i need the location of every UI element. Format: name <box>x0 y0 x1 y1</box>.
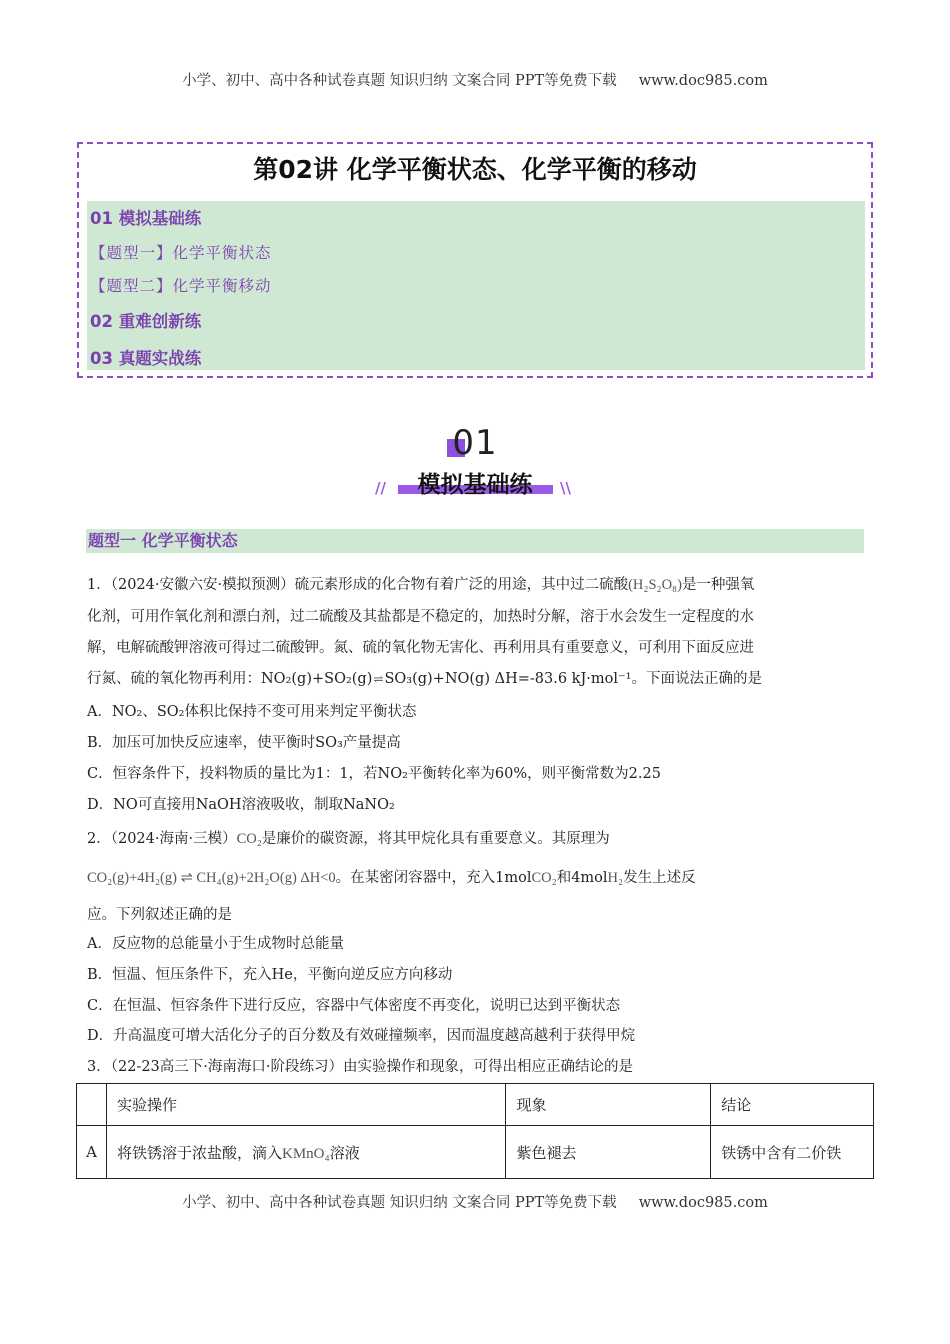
slash-right-decoration: \\ <box>560 479 571 497</box>
slash-left-decoration: // <box>375 479 386 497</box>
table-cell-conclusion: 铁锈中含有二价铁 <box>711 1126 874 1179</box>
q3-stem: 3．（22-23高三下·海南海口·阶段练习）由实验操作和现象，可得出相应正确结论的是 <box>87 1059 633 1075</box>
q2-line-1 <box>87 827 610 848</box>
q2-text: 是廉价的碳资源，将其甲烷化具有重要意义。其原理为 <box>261 831 610 847</box>
toc-list <box>87 201 865 370</box>
table-cell-text: 溶液 <box>329 1143 360 1162</box>
section-badge <box>370 425 580 500</box>
type-heading: 题型一 化学平衡状态 <box>86 529 864 553</box>
toc-item-02[interactable]: 02 重难创新练 <box>90 312 202 331</box>
table-header-cell: 现象 <box>506 1084 711 1126</box>
q2-formula-co2: CO₂ <box>236 831 262 847</box>
table-header-row <box>77 1084 874 1126</box>
table-cell-text: 将铁锈溶于浓盐酸，滴入 <box>116 1143 282 1162</box>
equilibrium-arrow-icon: ⇌ <box>373 672 384 686</box>
q1-text: 是一种强氧 <box>681 577 755 593</box>
q1-text: 1．（2024·安徽六安·模拟预测）硫元素形成的化合物有着广泛的用途，其中过二硫酸 <box>87 577 629 593</box>
toc-item-03[interactable]: 03 真题实战练 <box>90 349 202 368</box>
q1-formula-h2s2o8: (H₂S₂O₈) <box>628 577 682 593</box>
q2-formula-co2: CO₂ <box>531 870 557 886</box>
q1-option-b[interactable]: B．加压可加快反应速率，使平衡时SO₃产量提高 <box>87 735 401 751</box>
q2-reaction-formula: CO₂(g)+4H₂(g) ⇌ CH₄(g)+2H₂O(g) ΔH<0 <box>87 870 336 886</box>
section-number: 01 <box>452 423 498 463</box>
q2-line-2 <box>87 866 696 887</box>
toc-box <box>77 142 873 378</box>
q1-line-4 <box>87 667 762 688</box>
q2-option-a[interactable]: A．反应物的总能量小于生成物时总能量 <box>87 936 344 952</box>
header-banner-url[interactable]: www.doc985.com <box>638 73 768 89</box>
q1-line-2: 化剂，可用作氧化剂和漂白剂，过二硫酸及其盐都是不稳定的，加热时分解，溶于水会发生一定程度的水 <box>87 609 754 625</box>
q1-text: SO₃(g)+NO(g) ΔH=-83.6 kJ·mol⁻¹。下面说法正确的是 <box>384 671 762 687</box>
formula-kmno4: KMnO₄ <box>281 1145 330 1162</box>
table-cell-operation <box>106 1126 505 1179</box>
footer-banner-text: 小学、初中、高中各种试卷真题 知识归纳 文案合同 PPT等免费下载 <box>182 1195 617 1211</box>
q2-option-b[interactable]: B．恒温、恒压条件下，充入He，平衡向逆反应方向移动 <box>87 967 453 983</box>
q1-option-a[interactable]: A．NO₂、SO₂体积比保持不变可用来判定平衡状态 <box>87 704 417 720</box>
page-title: 第02讲 化学平衡状态、化学平衡的移动 <box>253 155 697 184</box>
q2-text: 。在某密闭容器中，充入1mol <box>335 870 532 886</box>
q3-table <box>76 1083 874 1179</box>
table-row <box>77 1126 874 1179</box>
table-header-cell <box>77 1084 107 1126</box>
q2-formula-h2: H₂ <box>607 870 624 886</box>
q2-text: 2．（2024·海南·三模） <box>87 831 237 847</box>
q2-text: 和4mol <box>556 870 608 886</box>
q2-text: 发生上述反 <box>623 870 696 886</box>
header-banner-text: 小学、初中、高中各种试卷真题 知识归纳 文案合同 PPT等免费下载 <box>182 73 617 89</box>
table-cell-phenomenon: 紫色褪去 <box>506 1126 711 1179</box>
footer-banner <box>0 1191 950 1212</box>
section-label: 模拟基础练 <box>417 472 533 498</box>
footer-banner-url[interactable]: www.doc985.com <box>638 1195 768 1211</box>
q1-option-d[interactable]: D．NO可直接用NaOH溶液吸收，制取NaNO₂ <box>87 797 395 813</box>
q1-line-3: 解，电解硫酸钾溶液可得过二硫酸钾。氮、硫的氧化物无害化、再利用具有重要意义，可利用下面反应进 <box>87 640 754 656</box>
table-header-cell: 实验操作 <box>106 1084 505 1126</box>
q2-option-d[interactable]: D．升高温度可增大活化分子的百分数及有效碰撞频率，因而温度越高越利于获得甲烷 <box>87 1028 636 1044</box>
q1-option-c[interactable]: C．恒容条件下，投料物质的量比为1：1，若NO₂平衡转化率为60%，则平衡常数为2.25 <box>87 766 661 782</box>
q1-line-1 <box>87 573 754 594</box>
toc-item-type-1[interactable]: 【题型一】化学平衡状态 <box>90 244 272 262</box>
table-cell-letter: A <box>77 1126 107 1179</box>
toc-item-type-2[interactable]: 【题型二】化学平衡移动 <box>90 277 272 295</box>
q1-text: 行氮、硫的氧化物再利用：NO₂(g)+SO₂(g) <box>87 671 373 687</box>
toc-item-01[interactable]: 01 模拟基础练 <box>90 209 202 228</box>
table-header-cell: 结论 <box>711 1084 874 1126</box>
q2-line-3: 应。下列叙述正确的是 <box>87 907 232 923</box>
q2-option-c[interactable]: C．在恒温、恒容条件下进行反应，容器中气体密度不再变化，说明已达到平衡状态 <box>87 998 621 1014</box>
header-banner <box>0 69 950 90</box>
